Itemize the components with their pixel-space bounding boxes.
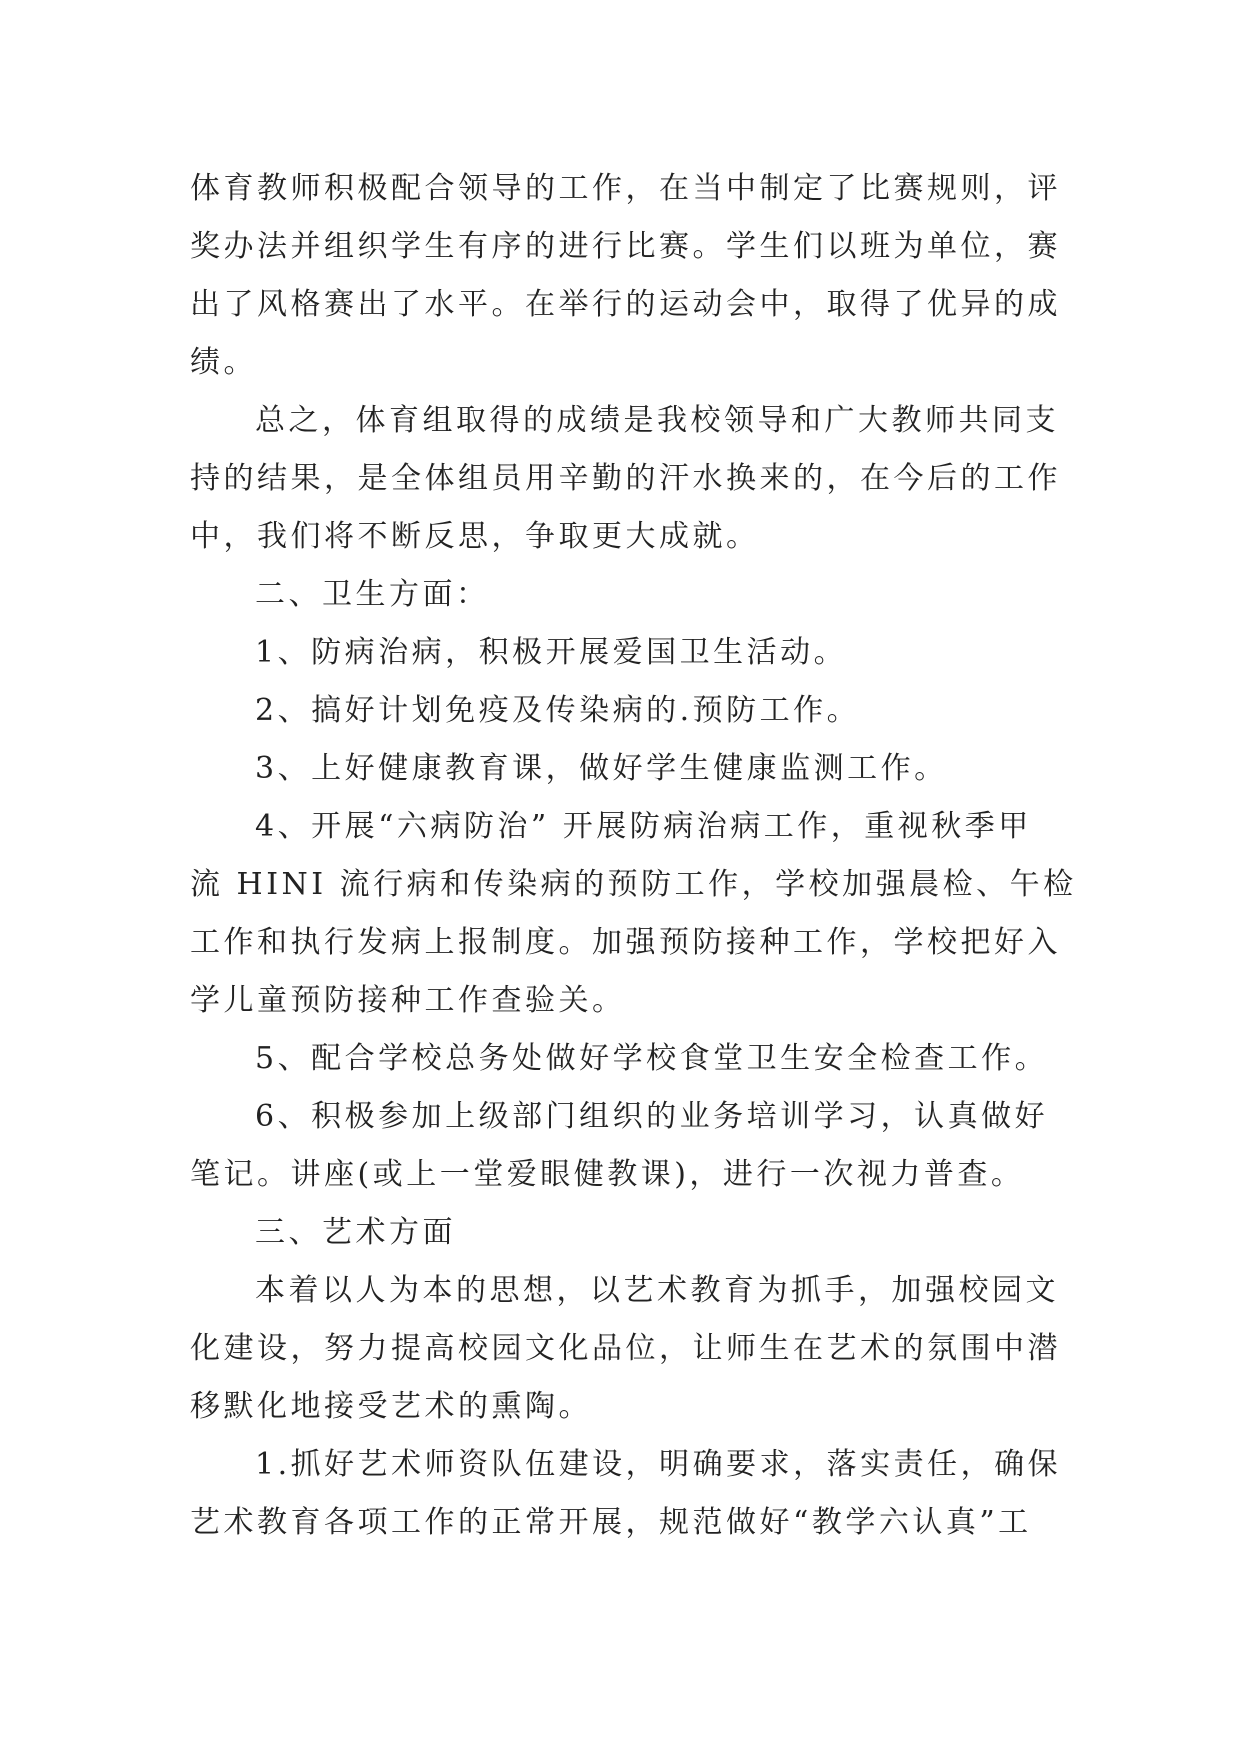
text-line: 工作和执行发病上报制度。加强预防接种工作，学校把好入: [190, 925, 1061, 960]
list-item: 6、积极参加上级部门组织的业务培训学习，认真做好: [255, 1099, 1049, 1134]
text-line: 学儿童预防接种工作查验关。: [190, 983, 626, 1018]
section-heading-art: 三、艺术方面: [255, 1215, 456, 1250]
list-item: 1、防病治病，积极开展爱国卫生活动。: [255, 635, 848, 670]
list-item: 1.抓好艺术师资队伍建设，明确要求，落实责任，确保: [255, 1447, 1062, 1482]
list-item: 3、上好健康教育课，做好学生健康监测工作。: [255, 751, 948, 786]
section-heading-hygiene: 二、卫生方面：: [255, 577, 490, 612]
text-line: 体育教师积极配合领导的工作，在当中制定了比赛规则，评: [190, 171, 1061, 206]
text-line: 笔记。讲座(或上一堂爱眼健教课)，进行一次视力普查。: [190, 1157, 1025, 1192]
list-item: 5、配合学校总务处做好学校食堂卫生安全检查工作。: [255, 1041, 1049, 1076]
text-line: 移默化地接受艺术的熏陶。: [190, 1389, 592, 1424]
list-item: 4、开展“六病防治” 开展防病治病工作，重视秋季甲: [255, 809, 1032, 844]
document-body: [190, 160, 1077, 1552]
list-item: 2、搞好计划免疫及传染病的.预防工作。: [255, 693, 861, 728]
text-line: 中，我们将不断反思，争取更大成就。: [190, 519, 760, 554]
paragraph-first-line: 总之，体育组取得的成绩是我校领导和广大教师共同支: [255, 403, 1059, 438]
paragraph-first-line: 本着以人为本的思想，以艺术教育为抓手，加强校园文: [255, 1273, 1059, 1308]
text-line: 艺术教育各项工作的正常开展，规范做好“教学六认真”工: [190, 1505, 1032, 1540]
text-line: 化建设，努力提高校园文化品位，让师生在艺术的氛围中潜: [190, 1331, 1061, 1366]
text-line: 持的结果，是全体组员用辛勤的汗水换来的，在今后的工作: [190, 461, 1061, 496]
text-line: 出了风格赛出了水平。在举行的运动会中，取得了优异的成: [190, 287, 1061, 322]
text-line: 绩。: [190, 345, 257, 380]
text-line: 奖办法并组织学生有序的进行比赛。学生们以班为单位，赛: [190, 229, 1061, 264]
text-line: 流 HINI 流行病和传染病的预防工作，学校加强晨检、午检: [190, 867, 1077, 902]
